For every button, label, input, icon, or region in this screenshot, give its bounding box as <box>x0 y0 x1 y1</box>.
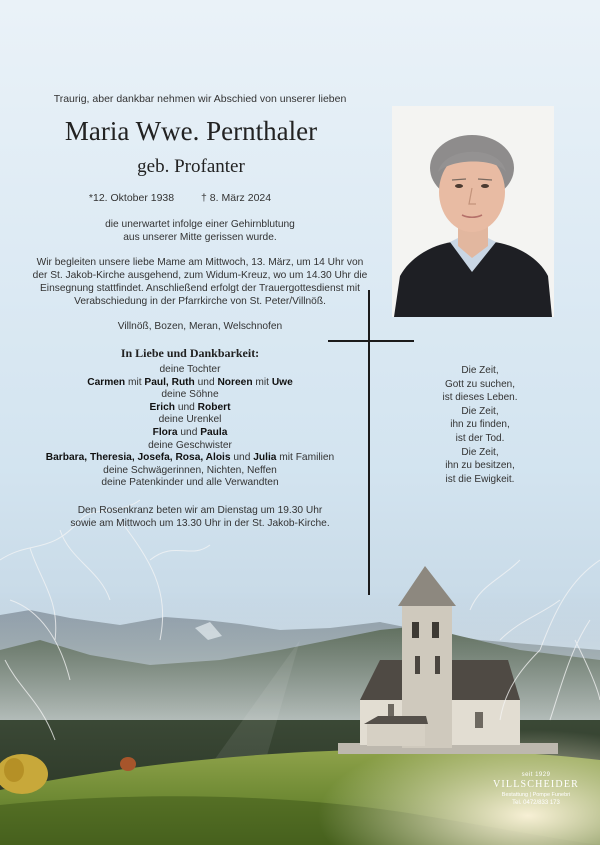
intro-text: Traurig, aber dankbar nehmen wir Abschied von unserer lieben <box>53 93 347 105</box>
mourner-names: Erich und Robert <box>149 401 231 413</box>
birth-date: *12. Oktober 1938 <box>88 192 175 204</box>
logo-subtitle: Bestattung | Pompe Funebri <box>501 792 571 798</box>
mourner-relation: deine Tochter <box>159 364 221 375</box>
poem: Die Zeit, Gott zu suchen, ist dieses Leben. Die Zeit, ihn zu finden, ist der Tod. Die Zeit, ihn zu besitzen, ist die Ewigkeit. <box>442 365 518 485</box>
mourner-relation: deine Urenkel <box>158 414 222 426</box>
cross-icon-bar <box>328 340 414 342</box>
tree <box>120 757 136 771</box>
maiden-name: geb. Profanter <box>137 156 245 177</box>
funeral-details: Wir begleiten unsere liebe Mame am Mittwoch, 13. März, um 14 Uhr von der St. Jakob-Kirche ausgehend, zum Widum-Kreuz, wo um 14.30 Uhr die Einsegnung stattfindet. Anschließend erfolgt der Trauergottesdienst mit Verabschiedung in der Pfarrkirche von St. Peter/Villnöß. <box>32 257 368 307</box>
thanks-heading: In Liebe und Dankbarkeit: <box>120 346 260 360</box>
rosary-info: Den Rosenkranz beten wir am Dienstag um 19.30 Uhr sowie am Mittwoch um 13.30 Uhr in der St. Jakob-Kirche. <box>70 505 330 529</box>
mourner-names: Flora und Paula <box>152 426 228 438</box>
deceased-name: Maria Wwe. Pernthaler <box>64 116 318 146</box>
mourners-list <box>0 364 380 490</box>
life-dates <box>0 192 360 204</box>
mourner-relation: deine Geschwister <box>148 439 232 451</box>
mourner-relation: deine Patenkinder und alle Verwandten <box>101 477 279 489</box>
mourner-names: Carmen mit Paul, Ruth und Noreen mit Uwe <box>87 376 293 388</box>
death-date: † 8. März 2024 <box>201 192 272 204</box>
mourner-names: Barbara, Theresia, Josefa, Rosa, Alois und Julia mit Familien <box>45 452 335 464</box>
places-list: Villnöß, Bozen, Meran, Welschnofen <box>117 321 283 332</box>
mourner-relation: deine Söhne <box>161 389 219 401</box>
cross-icon <box>368 290 370 595</box>
mourner-relation: deine Schwägerinnen, Nichten, Neffen <box>103 464 277 476</box>
cause-of-death: die unerwartet infolge einer Gehirnblutung aus unserer Mitte gerissen wurde. <box>105 219 295 243</box>
portrait-photo <box>392 106 554 317</box>
logo-phone: Tel. 0472/833 173 <box>512 800 560 806</box>
logo-name: VILLSCHEIDER <box>492 779 580 790</box>
logo-since: seit 1929 <box>521 772 551 778</box>
undertaker-logo <box>492 772 580 806</box>
